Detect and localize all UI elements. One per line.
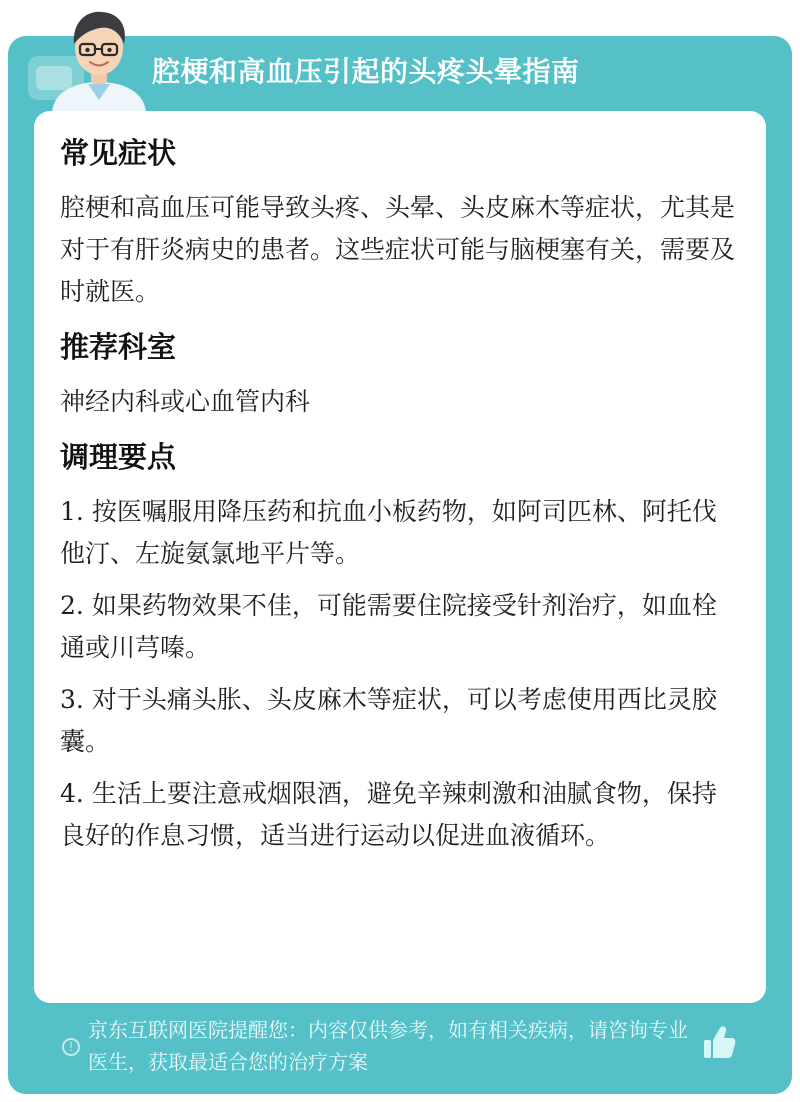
section-heading: 常见症状 xyxy=(60,136,177,170)
footer-disclaimer: 京东互联网医院提醒您：内容仅供参考，如有相关疾病，请咨询专业医生，获取最适合您的治疗方案 xyxy=(88,1018,688,1074)
list-item-number: 4. xyxy=(60,779,84,808)
doctor-avatar xyxy=(44,4,154,112)
content-card xyxy=(34,111,766,1003)
section-text: 腔梗和高血压可能导致头疼、头晕、头皮麻木等症状，尤其是对于有肝炎病史的患者。这些症状可能与脑梗塞有关，需要及时就医。 xyxy=(60,193,736,306)
thumbs-up-icon[interactable] xyxy=(702,1024,736,1060)
info-icon: ! xyxy=(62,1038,80,1056)
section-department xyxy=(60,327,740,423)
list-item xyxy=(60,773,740,857)
page-title: 腔梗和高血压引起的头疼头晕指南 xyxy=(152,55,580,88)
list-item xyxy=(60,585,740,669)
section-care-points xyxy=(60,437,740,857)
list-item-number: 1. xyxy=(60,497,84,526)
list-item xyxy=(60,679,740,763)
content-body xyxy=(60,133,740,867)
list-item-text: 按医嘱服用降压药和抗血小板药物，如阿司匹林、阿托伐他汀、左旋氨氯地平片等。 xyxy=(60,497,717,568)
section-symptoms xyxy=(60,133,740,313)
list-item xyxy=(60,491,740,575)
section-heading: 调理要点 xyxy=(60,440,177,474)
list-item-text: 生活上要注意戒烟限酒，避免辛辣刺激和油腻食物，保持良好的作息习惯，适当进行运动以促进血液循环。 xyxy=(60,779,717,850)
list-item-text: 如果药物效果不佳，可能需要住院接受针剂治疗，如血栓通或川芎嗪。 xyxy=(60,591,717,662)
list-item-number: 2. xyxy=(60,591,84,620)
section-heading: 推荐科室 xyxy=(60,330,177,364)
section-text: 神经内科或心血管内科 xyxy=(60,387,311,416)
list-item-text: 对于头痛头胀、头皮麻木等症状，可以考虑使用西比灵胶囊。 xyxy=(60,685,717,756)
list-item-number: 3. xyxy=(60,685,84,714)
